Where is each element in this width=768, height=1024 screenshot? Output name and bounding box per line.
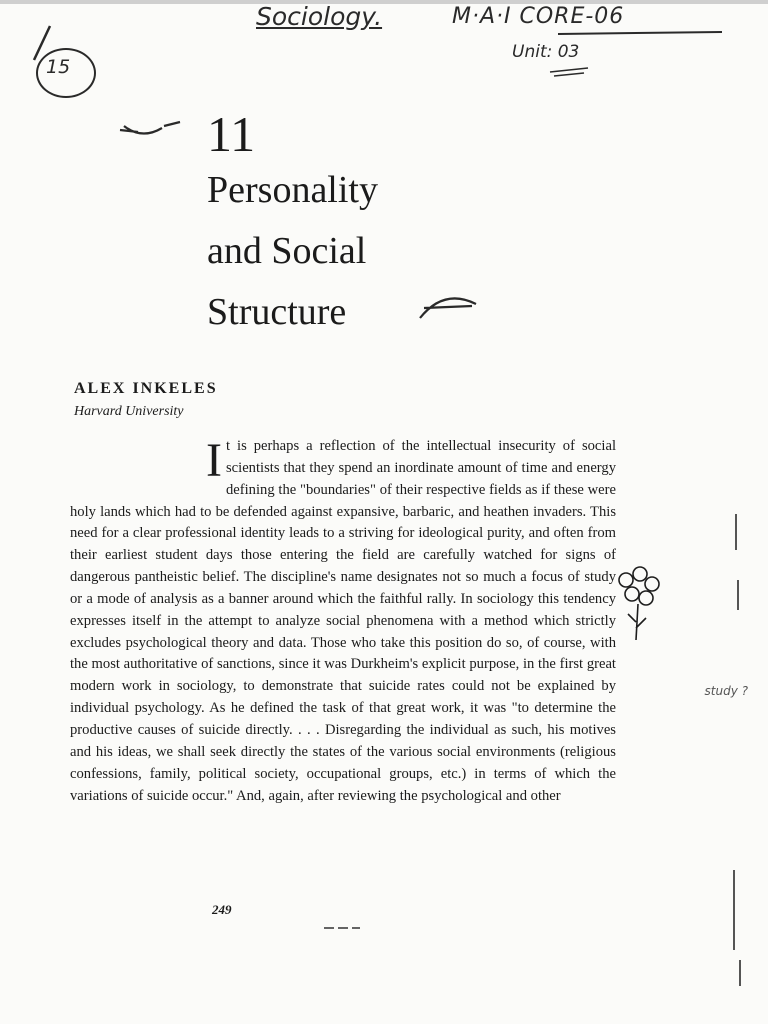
chapter-title-line-3: Structure: [207, 291, 347, 333]
decorative-arc-mark: [414, 288, 484, 324]
chapter-number: 11: [207, 106, 256, 162]
chapter-title-line-2: and Social: [207, 230, 367, 272]
author-affiliation: Harvard University: [74, 404, 184, 419]
course-underline: [556, 28, 726, 38]
handwritten-course: M·A·I CORE-06: [452, 4, 625, 29]
chapter-title: [207, 160, 378, 343]
decorative-bracket-mark: [118, 118, 188, 144]
chapter-title-line-1: Personality: [207, 169, 378, 211]
handwritten-subject: Sociology.: [256, 2, 383, 31]
scan-edge-marks: [728, 510, 748, 990]
margin-note: study ?: [704, 684, 748, 698]
author-name: ALEX INKELES: [74, 380, 218, 397]
body-paragraph: [70, 436, 616, 807]
unit-underline: [548, 64, 594, 78]
page-number: 249: [212, 902, 232, 917]
drop-cap: I: [206, 434, 222, 487]
margin-flower-doodle: [606, 562, 670, 646]
scan-edge: [0, 0, 768, 4]
footer-dash-mark: [322, 924, 362, 932]
handwritten-unit: Unit: 03: [512, 42, 580, 62]
handwritten-page-marker: 15: [46, 56, 71, 78]
body-text: t is perhaps a reflection of the intellectual insecurity of social scientists that they spend an inordinate amount of time and energy defining the "boundaries" of their respective fields as if these were holy lands which had to be defended against expansive, barbaric, and heathen invaders. This need for a clear professional identity leads to a striving for ideological purity, and often from their earliest student days those entering the field are carefully watched for signs of dangerous pantheistic belief. The discipline's name designates not so much a focus of study or a mode of analysis as a banner around which the faithful rally. In sociology this tendency expresses itself in the attempt to analyze social phenomena with a method which strictly excludes psychological theory and data. Those who take this position do so, of course, with the most authoritative of sanctions, since it was Durkheim's explicit purpose, in the first great modern work in sociology, to demonstrate that suicide rates could not be explained by individual psychology. As he defined the task of that great work, it was "to determine the productive causes of suicide directly. . . . Disregarding the individual as such, his motives and his ideas, we shall seek directly the states of the various social environments (religious confessions, family, political society, occupational groups, etc.) in terms of which the variations of suicide occur." And, again, after reviewing the psychological and other: [70, 438, 616, 804]
